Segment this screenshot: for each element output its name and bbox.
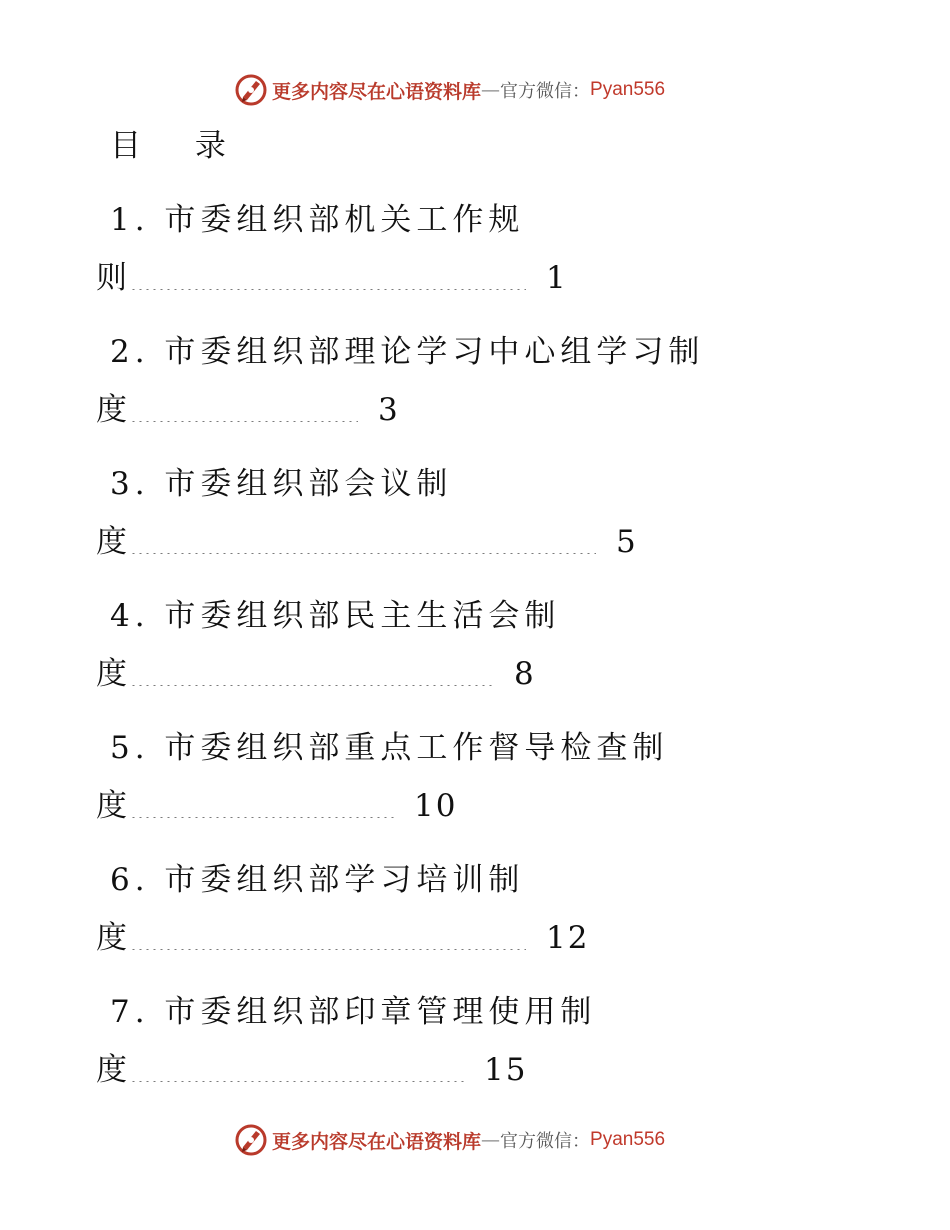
toc-entry-title: 4. 市委组织部民主生活会制 [110,598,561,634]
toc-entry-tail: 度 [96,788,128,824]
pen-logo-icon [234,73,268,107]
toc-entry-page: 15 [484,1052,528,1088]
footer-banner [234,1122,665,1158]
toc-entry-page: 5 [616,524,638,560]
header-banner [234,72,665,108]
toc-entry-tail: 度 [96,524,128,560]
toc-entry-tail: 度 [96,1052,128,1088]
toc-entry-title: 1. 市委组织部机关工作规 [110,202,525,238]
toc-entry-leader [96,786,457,826]
dot-leader [130,808,394,818]
pen-logo-icon [234,1123,268,1157]
toc-entry-tail: 则 [96,260,128,296]
toc-entry-page: 3 [378,392,400,428]
toc-entry-page: 12 [546,920,590,956]
dot-leader [130,412,358,422]
toc-entry-page: 10 [414,788,458,824]
wechat-label: 官方微信： [500,1131,591,1152]
toc-entry-leader [96,654,536,694]
toc-entry-title: 7. 市委组织部印章管理使用制 [110,994,597,1030]
toc-entry-leader [96,258,568,298]
toc-entry-leader [96,918,589,958]
toc-title: 目 录 [110,128,248,164]
toc-entry-leader [96,390,400,430]
toc-entry-tail: 度 [96,920,128,956]
wechat-id: Pyan556 [590,79,666,100]
dot-leader [130,940,526,950]
banner-dash: — [481,79,501,101]
dot-leader [130,544,596,554]
toc-entry-leader [96,1050,527,1090]
toc-entry-tail: 度 [96,656,128,692]
toc-entry-title: 3. 市委组织部会议制 [110,466,453,502]
toc-entry-title: 5. 市委组织部重点工作督导检查制 [110,730,669,766]
toc-entry-tail: 度 [96,392,128,428]
dot-leader [130,676,494,686]
toc-entry-title: 6. 市委组织部学习培训制 [110,862,525,898]
wechat-label: 官方微信： [500,81,591,102]
toc-entry-leader [96,522,638,562]
dot-leader [130,1072,464,1082]
wechat-id: Pyan556 [590,1129,666,1150]
dot-leader [130,280,526,290]
toc-entry-title: 2. 市委组织部理论学习中心组学习制 [110,334,705,370]
toc-entry-page: 8 [514,656,536,692]
brand-text: 更多内容尽在心语资料库 [272,80,482,103]
brand-text: 更多内容尽在心语资料库 [272,1130,482,1153]
toc-entry-page: 1 [546,260,568,296]
banner-dash: — [481,1129,501,1151]
